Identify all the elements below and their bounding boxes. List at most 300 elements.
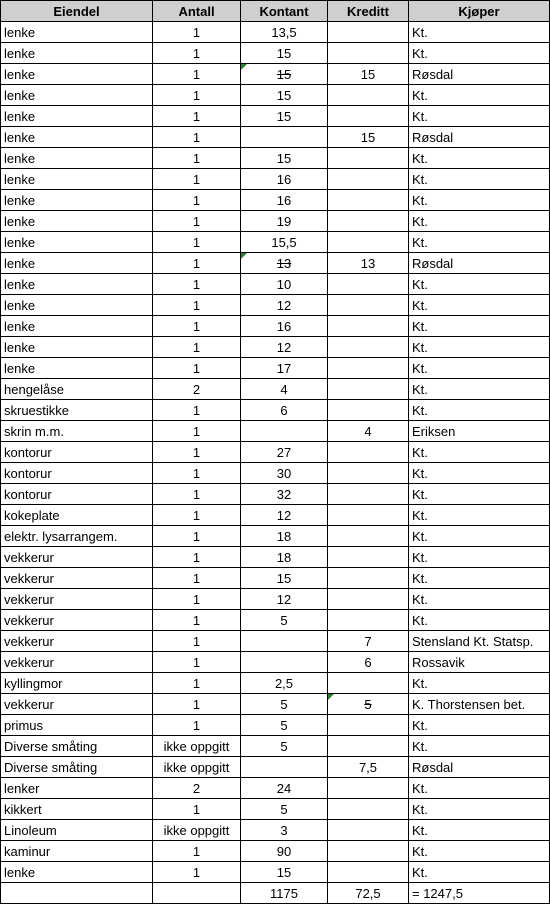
cell-eiendel[interactable] xyxy=(1,610,153,631)
cell-kjoper[interactable] xyxy=(409,106,550,127)
cell-antall[interactable] xyxy=(153,106,241,127)
cell-antall[interactable] xyxy=(153,253,241,274)
cell-antall[interactable] xyxy=(153,736,241,757)
cell-kreditt-value: 7 xyxy=(364,633,372,649)
cell-kjoper-value: Kt. xyxy=(412,612,428,628)
table-row xyxy=(1,442,550,463)
cell-kontant-value: 5 xyxy=(280,717,288,733)
cell-kontant[interactable] xyxy=(241,862,328,883)
cell-eiendel[interactable] xyxy=(1,295,153,316)
table-row xyxy=(1,274,550,295)
cell-eiendel[interactable] xyxy=(1,694,153,715)
cell-kreditt[interactable] xyxy=(328,337,409,358)
cell-eiendel[interactable] xyxy=(1,190,153,211)
cell-eiendel[interactable] xyxy=(1,421,153,442)
cell-kreditt[interactable] xyxy=(328,547,409,568)
cell-kontant[interactable] xyxy=(241,22,328,43)
cell-antall[interactable] xyxy=(153,589,241,610)
cell-eiendel-value: vekkerur xyxy=(4,633,54,649)
cell-kreditt[interactable] xyxy=(328,64,409,85)
cell-kontant-value: 15 xyxy=(276,864,292,880)
cell-kreditt[interactable] xyxy=(328,379,409,400)
cell-antall[interactable] xyxy=(153,631,241,652)
cell-kjoper[interactable] xyxy=(409,547,550,568)
cell-kjoper-value: Kt. xyxy=(412,381,428,397)
cell-kreditt[interactable] xyxy=(328,400,409,421)
cell-kontant[interactable] xyxy=(241,652,328,673)
cell-kjoper[interactable] xyxy=(409,274,550,295)
cell-antall[interactable] xyxy=(153,64,241,85)
cell-kjoper-value: Kt. xyxy=(412,171,428,187)
header-kreditt[interactable]: Kreditt xyxy=(328,1,409,22)
cell-kjoper[interactable] xyxy=(409,43,550,64)
cell-eiendel[interactable] xyxy=(1,148,153,169)
cell-kjoper[interactable] xyxy=(409,505,550,526)
cell-antall[interactable] xyxy=(153,442,241,463)
cell-kreditt[interactable] xyxy=(328,106,409,127)
cell-antall[interactable] xyxy=(153,484,241,505)
cell-kreditt[interactable] xyxy=(328,253,409,274)
cell-antall-value: 1 xyxy=(192,423,201,439)
cell-kontant[interactable] xyxy=(241,274,328,295)
cell-kjoper-value: Kt. xyxy=(412,549,428,565)
cell-kjoper-value: Kt. xyxy=(412,822,428,838)
cell-eiendel[interactable] xyxy=(1,631,153,652)
cell-kjoper[interactable] xyxy=(409,883,550,904)
cell-eiendel-value: lenke xyxy=(4,66,36,82)
cell-kreditt[interactable] xyxy=(328,799,409,820)
cell-kontant[interactable] xyxy=(241,421,328,442)
cell-kontant-value: 32 xyxy=(276,486,292,502)
cell-kjoper[interactable] xyxy=(409,169,550,190)
cell-kontant[interactable] xyxy=(241,106,328,127)
cell-antall[interactable] xyxy=(153,610,241,631)
cell-kjoper[interactable] xyxy=(409,316,550,337)
header-antall[interactable]: Antall xyxy=(153,1,241,22)
cell-eiendel-value: vekkerur xyxy=(4,570,54,586)
cell-eiendel-value: vekkerur xyxy=(4,696,54,712)
cell-kontant-value: 2,5 xyxy=(274,675,294,691)
cell-eiendel-value: kokeplate xyxy=(4,507,60,523)
table-row xyxy=(1,694,550,715)
cell-eiendel[interactable] xyxy=(1,442,153,463)
cell-kjoper[interactable] xyxy=(409,379,550,400)
table-row xyxy=(1,148,550,169)
cell-kontant[interactable] xyxy=(241,379,328,400)
cell-antall[interactable] xyxy=(153,505,241,526)
cell-antall[interactable] xyxy=(153,568,241,589)
cell-antall-value: 2 xyxy=(192,780,201,796)
cell-kreditt[interactable] xyxy=(328,631,409,652)
cell-antall[interactable] xyxy=(153,547,241,568)
cell-kjoper[interactable] xyxy=(409,589,550,610)
cell-kreditt-value: 4 xyxy=(364,423,372,439)
cell-kontant-value: 15 xyxy=(276,45,292,61)
cell-kreditt[interactable] xyxy=(328,505,409,526)
cell-kjoper[interactable] xyxy=(409,421,550,442)
cell-kontant-value: 15,5 xyxy=(271,234,297,250)
cell-kontant[interactable] xyxy=(241,799,328,820)
cell-kreditt[interactable] xyxy=(328,862,409,883)
cell-antall[interactable] xyxy=(153,22,241,43)
cell-kjoper[interactable] xyxy=(409,673,550,694)
cell-eiendel[interactable] xyxy=(1,379,153,400)
cell-kjoper[interactable] xyxy=(409,400,550,421)
cell-eiendel-value: lenke xyxy=(4,150,36,166)
table-row xyxy=(1,757,550,778)
cell-antall[interactable] xyxy=(153,358,241,379)
cell-antall[interactable] xyxy=(153,652,241,673)
cell-kontant-value: 5 xyxy=(280,696,288,712)
cell-eiendel[interactable] xyxy=(1,820,153,841)
cell-kreditt[interactable] xyxy=(328,589,409,610)
cell-eiendel[interactable] xyxy=(1,127,153,148)
cell-eiendel[interactable] xyxy=(1,568,153,589)
cell-antall[interactable] xyxy=(153,463,241,484)
cell-kontant-value: 6 xyxy=(280,402,288,418)
cell-kontant[interactable] xyxy=(241,673,328,694)
cell-kontant[interactable] xyxy=(241,127,328,148)
cell-kontant-value: 10 xyxy=(276,276,292,292)
cell-eiendel[interactable] xyxy=(1,673,153,694)
cell-kreditt-value: 15 xyxy=(360,129,376,145)
cell-kreditt[interactable] xyxy=(328,715,409,736)
cell-kontant[interactable] xyxy=(241,568,328,589)
cell-kreditt[interactable] xyxy=(328,190,409,211)
cell-kjoper[interactable] xyxy=(409,799,550,820)
cell-kreditt[interactable] xyxy=(328,127,409,148)
cell-kreditt[interactable] xyxy=(328,778,409,799)
cell-kreditt[interactable] xyxy=(328,694,409,715)
cell-kreditt[interactable] xyxy=(328,232,409,253)
cell-kontant[interactable] xyxy=(241,778,328,799)
cell-eiendel[interactable] xyxy=(1,484,153,505)
cell-kontant[interactable] xyxy=(241,190,328,211)
cell-kreditt[interactable] xyxy=(328,295,409,316)
cell-eiendel[interactable] xyxy=(1,400,153,421)
table-row xyxy=(1,295,550,316)
totals-row xyxy=(1,883,550,904)
cell-eiendel[interactable] xyxy=(1,232,153,253)
cell-kontant[interactable] xyxy=(241,736,328,757)
cell-kjoper-value: Kt. xyxy=(412,843,428,859)
cell-kontant[interactable] xyxy=(241,631,328,652)
cell-antall[interactable] xyxy=(153,883,241,904)
cell-antall[interactable] xyxy=(153,148,241,169)
cell-kreditt[interactable] xyxy=(328,274,409,295)
cell-kontant[interactable] xyxy=(241,253,328,274)
cell-kjoper[interactable] xyxy=(409,862,550,883)
cell-kontant[interactable] xyxy=(241,316,328,337)
cell-eiendel[interactable] xyxy=(1,715,153,736)
cell-antall[interactable] xyxy=(153,799,241,820)
cell-kjoper[interactable] xyxy=(409,337,550,358)
cell-antall-value: 1 xyxy=(192,465,201,481)
cell-kjoper-value: Kt. xyxy=(412,801,428,817)
cell-antall[interactable] xyxy=(153,400,241,421)
cell-eiendel[interactable] xyxy=(1,505,153,526)
cell-antall[interactable] xyxy=(153,127,241,148)
cell-kontant[interactable] xyxy=(241,295,328,316)
cell-eiendel-value: Diverse småting xyxy=(4,738,98,754)
table-row xyxy=(1,43,550,64)
cell-kjoper[interactable] xyxy=(409,211,550,232)
cell-eiendel[interactable] xyxy=(1,106,153,127)
cell-antall[interactable] xyxy=(153,232,241,253)
cell-antall-value: 1 xyxy=(192,696,201,712)
cell-eiendel[interactable] xyxy=(1,64,153,85)
cell-kjoper[interactable] xyxy=(409,841,550,862)
cell-eiendel-value: vekkerur xyxy=(4,612,54,628)
cell-eiendel[interactable] xyxy=(1,169,153,190)
cell-kontant-value: 5 xyxy=(280,612,288,628)
cell-eiendel-value: lenke xyxy=(4,108,36,124)
table-row xyxy=(1,400,550,421)
cell-antall[interactable] xyxy=(153,694,241,715)
cell-kreditt[interactable] xyxy=(328,757,409,778)
cell-kreditt[interactable] xyxy=(328,736,409,757)
cell-kreditt[interactable] xyxy=(328,211,409,232)
cell-kontant[interactable] xyxy=(241,43,328,64)
table-row xyxy=(1,799,550,820)
cell-antall[interactable] xyxy=(153,715,241,736)
cell-kjoper[interactable] xyxy=(409,778,550,799)
cell-eiendel[interactable] xyxy=(1,253,153,274)
cell-eiendel[interactable] xyxy=(1,463,153,484)
cell-kontant[interactable] xyxy=(241,463,328,484)
cell-kjoper[interactable] xyxy=(409,190,550,211)
cell-kontant-value: 15 xyxy=(276,570,292,586)
cell-antall[interactable] xyxy=(153,820,241,841)
cell-eiendel[interactable] xyxy=(1,589,153,610)
cell-kontant[interactable] xyxy=(241,64,328,85)
cell-kjoper[interactable] xyxy=(409,148,550,169)
cell-kreditt[interactable] xyxy=(328,484,409,505)
cell-eiendel[interactable] xyxy=(1,862,153,883)
cell-antall[interactable] xyxy=(153,274,241,295)
cell-antall-value: 1 xyxy=(192,675,201,691)
cell-kjoper-value: Stensland Kt. Statsp. xyxy=(412,633,534,649)
cell-kreditt[interactable] xyxy=(328,22,409,43)
cell-kontant[interactable] xyxy=(241,610,328,631)
cell-kjoper[interactable] xyxy=(409,568,550,589)
cell-kontant-value: 27 xyxy=(276,444,292,460)
cell-kjoper[interactable] xyxy=(409,820,550,841)
cell-eiendel-value: vekkerur xyxy=(4,549,54,565)
cell-kontant[interactable] xyxy=(241,841,328,862)
cell-kontant[interactable] xyxy=(241,589,328,610)
cell-eiendel[interactable] xyxy=(1,841,153,862)
cell-kjoper-value: Rossavik xyxy=(412,654,465,670)
cell-kreditt[interactable] xyxy=(328,148,409,169)
cell-kreditt[interactable] xyxy=(328,652,409,673)
cell-eiendel[interactable] xyxy=(1,22,153,43)
cell-eiendel-value: lenke xyxy=(4,24,36,40)
cell-eiendel[interactable] xyxy=(1,883,153,904)
cell-eiendel-value: Diverse småting xyxy=(4,759,98,775)
cell-kjoper[interactable] xyxy=(409,232,550,253)
cell-antall-value: 1 xyxy=(192,864,201,880)
cell-antall[interactable] xyxy=(153,778,241,799)
cell-kjoper-value: Kt. xyxy=(412,339,428,355)
cell-antall[interactable] xyxy=(153,190,241,211)
cell-kontant[interactable] xyxy=(241,547,328,568)
cell-kontant[interactable] xyxy=(241,148,328,169)
cell-antall-value: ikke oppgitt xyxy=(163,822,230,838)
cell-antall[interactable] xyxy=(153,862,241,883)
cell-eiendel[interactable] xyxy=(1,778,153,799)
cell-kontant-value: 16 xyxy=(276,318,292,334)
cell-kreditt[interactable] xyxy=(328,358,409,379)
cell-kontant-value: 5 xyxy=(280,738,288,754)
cell-eiendel[interactable] xyxy=(1,736,153,757)
cell-antall[interactable] xyxy=(153,316,241,337)
cell-kjoper[interactable] xyxy=(409,253,550,274)
cell-antall-value: 1 xyxy=(192,150,201,166)
cell-kreditt[interactable] xyxy=(328,673,409,694)
cell-kjoper[interactable] xyxy=(409,715,550,736)
cell-kontant[interactable] xyxy=(241,883,328,904)
cell-kontant[interactable] xyxy=(241,169,328,190)
cell-kreditt[interactable] xyxy=(328,43,409,64)
cell-antall[interactable] xyxy=(153,295,241,316)
cell-kjoper[interactable] xyxy=(409,736,550,757)
cell-kreditt[interactable] xyxy=(328,316,409,337)
cell-eiendel-value: lenke xyxy=(4,129,36,145)
cell-kontant[interactable] xyxy=(241,820,328,841)
cell-kjoper[interactable] xyxy=(409,358,550,379)
cell-antall[interactable] xyxy=(153,673,241,694)
cell-kontant-value: 17 xyxy=(276,360,292,376)
cell-kreditt[interactable] xyxy=(328,820,409,841)
cell-kontant[interactable] xyxy=(241,232,328,253)
cell-kjoper-value: Kt. xyxy=(412,486,428,502)
cell-kontant-value: 15 xyxy=(276,108,292,124)
cell-antall[interactable] xyxy=(153,757,241,778)
cell-kontant[interactable] xyxy=(241,484,328,505)
header-kontant[interactable]: Kontant xyxy=(241,1,328,22)
header-row xyxy=(1,1,550,22)
cell-eiendel[interactable] xyxy=(1,337,153,358)
table-row xyxy=(1,190,550,211)
cell-eiendel[interactable] xyxy=(1,211,153,232)
cell-kontant[interactable] xyxy=(241,211,328,232)
cell-kontant[interactable] xyxy=(241,757,328,778)
cell-kontant[interactable] xyxy=(241,85,328,106)
cell-kjoper-value: Kt. xyxy=(412,192,428,208)
cell-kontant[interactable] xyxy=(241,400,328,421)
cell-antall-value: ikke oppgitt xyxy=(163,759,230,775)
cell-antall-value: 1 xyxy=(192,633,201,649)
cell-antall[interactable] xyxy=(153,85,241,106)
cell-antall[interactable] xyxy=(153,211,241,232)
cell-kreditt[interactable] xyxy=(328,85,409,106)
cell-eiendel-value: lenke xyxy=(4,192,36,208)
cell-eiendel-value: kikkert xyxy=(4,801,42,817)
cell-antall[interactable] xyxy=(153,379,241,400)
cell-eiendel-value: lenke xyxy=(4,318,36,334)
cell-kjoper-value: Kt. xyxy=(412,402,428,418)
cell-kjoper[interactable] xyxy=(409,295,550,316)
cell-antall[interactable] xyxy=(153,337,241,358)
cell-antall-value: 2 xyxy=(192,381,201,397)
header-kjoper[interactable]: Kjøper xyxy=(409,1,550,22)
cell-kjoper[interactable] xyxy=(409,652,550,673)
cell-kjoper[interactable] xyxy=(409,526,550,547)
cell-antall[interactable] xyxy=(153,169,241,190)
table-row xyxy=(1,127,550,148)
cell-kjoper[interactable] xyxy=(409,463,550,484)
cell-kjoper[interactable] xyxy=(409,22,550,43)
cell-kreditt[interactable] xyxy=(328,463,409,484)
cell-eiendel[interactable] xyxy=(1,652,153,673)
cell-eiendel-value: primus xyxy=(4,717,44,733)
cell-antall[interactable] xyxy=(153,421,241,442)
table-row xyxy=(1,358,550,379)
cell-kjoper[interactable] xyxy=(409,694,550,715)
header-eiendel[interactable]: Eiendel xyxy=(1,1,153,22)
cell-kontant[interactable] xyxy=(241,505,328,526)
cell-kreditt[interactable] xyxy=(328,610,409,631)
cell-eiendel[interactable] xyxy=(1,547,153,568)
cell-kontant[interactable] xyxy=(241,358,328,379)
cell-kreditt[interactable] xyxy=(328,568,409,589)
cell-kjoper-value: K. Thorstensen bet. xyxy=(412,696,526,712)
cell-kreditt[interactable] xyxy=(328,526,409,547)
cell-kontant-value: 13,5 xyxy=(271,24,297,40)
cell-eiendel-value: skrin m.m. xyxy=(4,423,64,439)
cell-kjoper[interactable] xyxy=(409,610,550,631)
cell-eiendel[interactable] xyxy=(1,43,153,64)
cell-kjoper-value: Kt. xyxy=(412,360,428,376)
cell-kjoper-value: Kt. xyxy=(412,318,428,334)
cell-eiendel[interactable] xyxy=(1,316,153,337)
cell-eiendel[interactable] xyxy=(1,526,153,547)
cell-kreditt[interactable] xyxy=(328,169,409,190)
cell-kontant[interactable] xyxy=(241,715,328,736)
cell-eiendel[interactable] xyxy=(1,757,153,778)
cell-kreditt[interactable] xyxy=(328,421,409,442)
cell-kjoper[interactable] xyxy=(409,64,550,85)
cell-eiendel[interactable] xyxy=(1,85,153,106)
cell-eiendel[interactable] xyxy=(1,799,153,820)
cell-antall-value: 1 xyxy=(192,129,201,145)
cell-kontant[interactable] xyxy=(241,694,328,715)
cell-antall[interactable] xyxy=(153,841,241,862)
cell-antall[interactable] xyxy=(153,43,241,64)
cell-eiendel-value: Linoleum xyxy=(4,822,57,838)
cell-kjoper[interactable] xyxy=(409,631,550,652)
cell-kjoper[interactable] xyxy=(409,85,550,106)
cell-kjoper[interactable] xyxy=(409,757,550,778)
cell-kjoper[interactable] xyxy=(409,442,550,463)
cell-kjoper[interactable] xyxy=(409,127,550,148)
cell-kontant[interactable] xyxy=(241,337,328,358)
cell-eiendel-value: kaminur xyxy=(4,843,51,859)
cell-eiendel[interactable] xyxy=(1,274,153,295)
cell-kjoper-value: Kt. xyxy=(412,24,428,40)
cell-kjoper[interactable] xyxy=(409,484,550,505)
cell-antall-value: 1 xyxy=(192,486,201,502)
cell-kreditt[interactable] xyxy=(328,841,409,862)
cell-kontant[interactable] xyxy=(241,526,328,547)
cell-eiendel[interactable] xyxy=(1,358,153,379)
cell-kontant[interactable] xyxy=(241,442,328,463)
cell-kreditt[interactable] xyxy=(328,883,409,904)
cell-antall[interactable] xyxy=(153,526,241,547)
table-row xyxy=(1,316,550,337)
cell-kreditt[interactable] xyxy=(328,442,409,463)
